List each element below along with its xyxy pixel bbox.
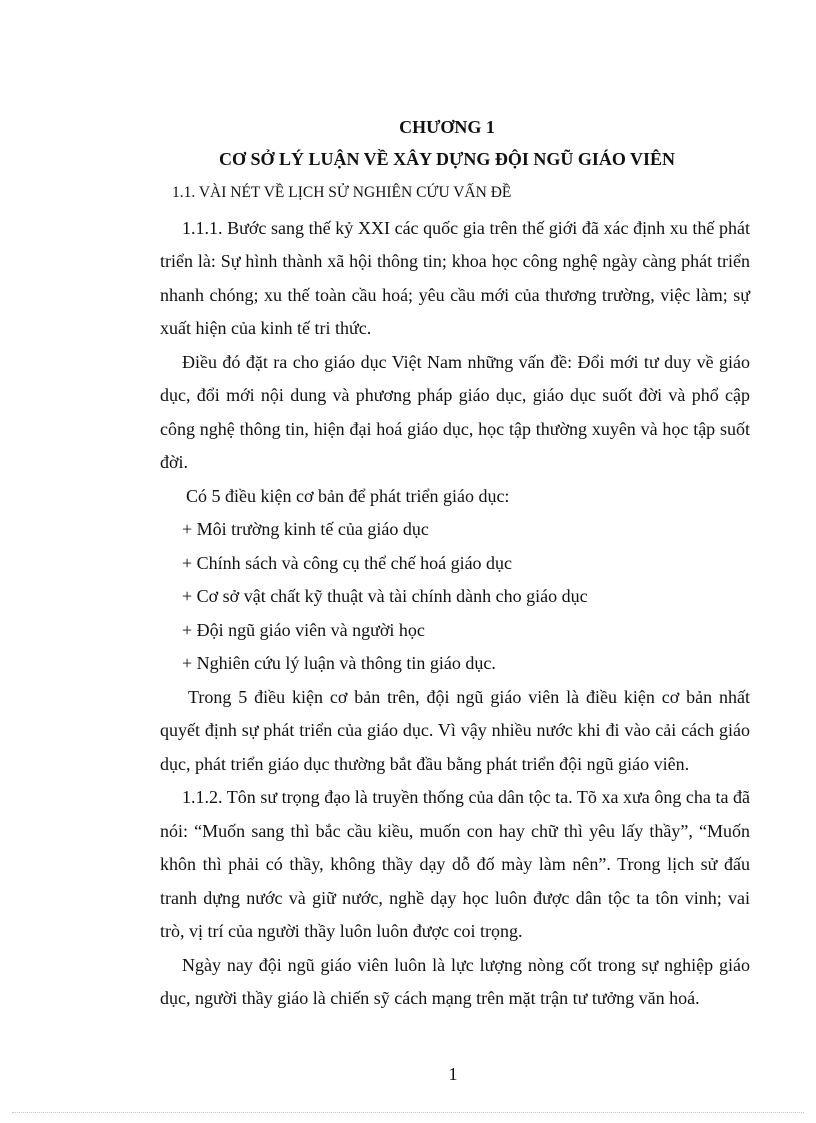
- conditions-lead: Có 5 điều kiện cơ bản để phát triển giáo dục:: [186, 485, 510, 506]
- condition-item: + Môi trường kinh tế của giáo dục: [182, 519, 429, 539]
- page-number: 1: [448, 1064, 458, 1084]
- condition-item: + Nghiên cứu lý luận và thông tin giáo dục.: [182, 653, 496, 673]
- page-bottom-divider: [12, 1112, 804, 1113]
- chapter-label: CHƯƠNG 1: [399, 117, 495, 137]
- section-heading: 1.1. VÀI NÉT VỀ LỊCH SỬ NGHIÊN CỨU VẤN ĐỀ: [172, 184, 512, 201]
- paragraph-4: 1.1.2. Tôn sư trọng đạo là truyền thống của dân tộc ta. Tõ xa xưa ông cha ta đã nói: “Muốn sang thì bắc cầu kiều, muốn con hay chữ thì yêu lấy thầy”, “Muốn khôn thì phải có thầy, không thầy dạy dỗ đố mày làm nên”. Trong lịch sử đấu tranh dựng nước và giữ nước, nghề dạy học luôn được dân tộc ta tôn vinh; vai trò, vị trí của người thầy luôn luôn được coi trọng.: [160, 787, 750, 941]
- paragraph-2: Điều đó đặt ra cho giáo dục Việt Nam những vấn đề: Đổi mới tư duy về giáo dục, đổi mới nội dung và phương pháp giáo dục, giáo dục suốt đời và phổ cập công nghệ thông tin, hiện đại hoá giáo dục, học tập thường xuyên và học tập suốt đời.: [160, 351, 750, 472]
- chapter-title: CƠ SỞ LÝ LUẬN VỀ XÂY DỰNG ĐỘI NGŨ GIÁO VIÊN: [218, 149, 676, 169]
- body-text: [160, 176, 750, 1016]
- paragraph-1: 1.1.1. Bước sang thế kỷ XXI các quốc gia trên thế giới đã xác định xu thế phát triển là: Sự hình thành xã hội thông tin; khoa học công nghệ ngày càng phát triển nhanh chóng; xu thế toàn cầu hoá; yêu cầu mới của thương trường, việc làm; sự xuất hiện của kinh tế tri thức.: [160, 217, 750, 338]
- paragraph-3: Trong 5 điều kiện cơ bản trên, đội ngũ giáo viên là điều kiện cơ bản nhất quyết định sự phát triển của giáo dục. Vì vậy nhiều nước khi đi vào cải cách giáo dục, phát triển giáo dục thường bắt đầu bằng phát triển đội ngũ giáo viên.: [160, 686, 750, 774]
- paragraph-5: Ngày nay đội ngũ giáo viên luôn là lực lượng nòng cốt trong sự nghiệp giáo dục, người thầy giáo là chiến sỹ cách mạng trên mặt trận tư tưởng văn hoá.: [160, 954, 750, 1008]
- condition-item: + Cơ sở vật chất kỹ thuật và tài chính dành cho giáo dục: [182, 586, 588, 606]
- condition-item: + Chính sách và công cụ thể chế hoá giáo dục: [182, 552, 513, 573]
- condition-item: + Đội ngũ giáo viên và người học: [182, 619, 425, 640]
